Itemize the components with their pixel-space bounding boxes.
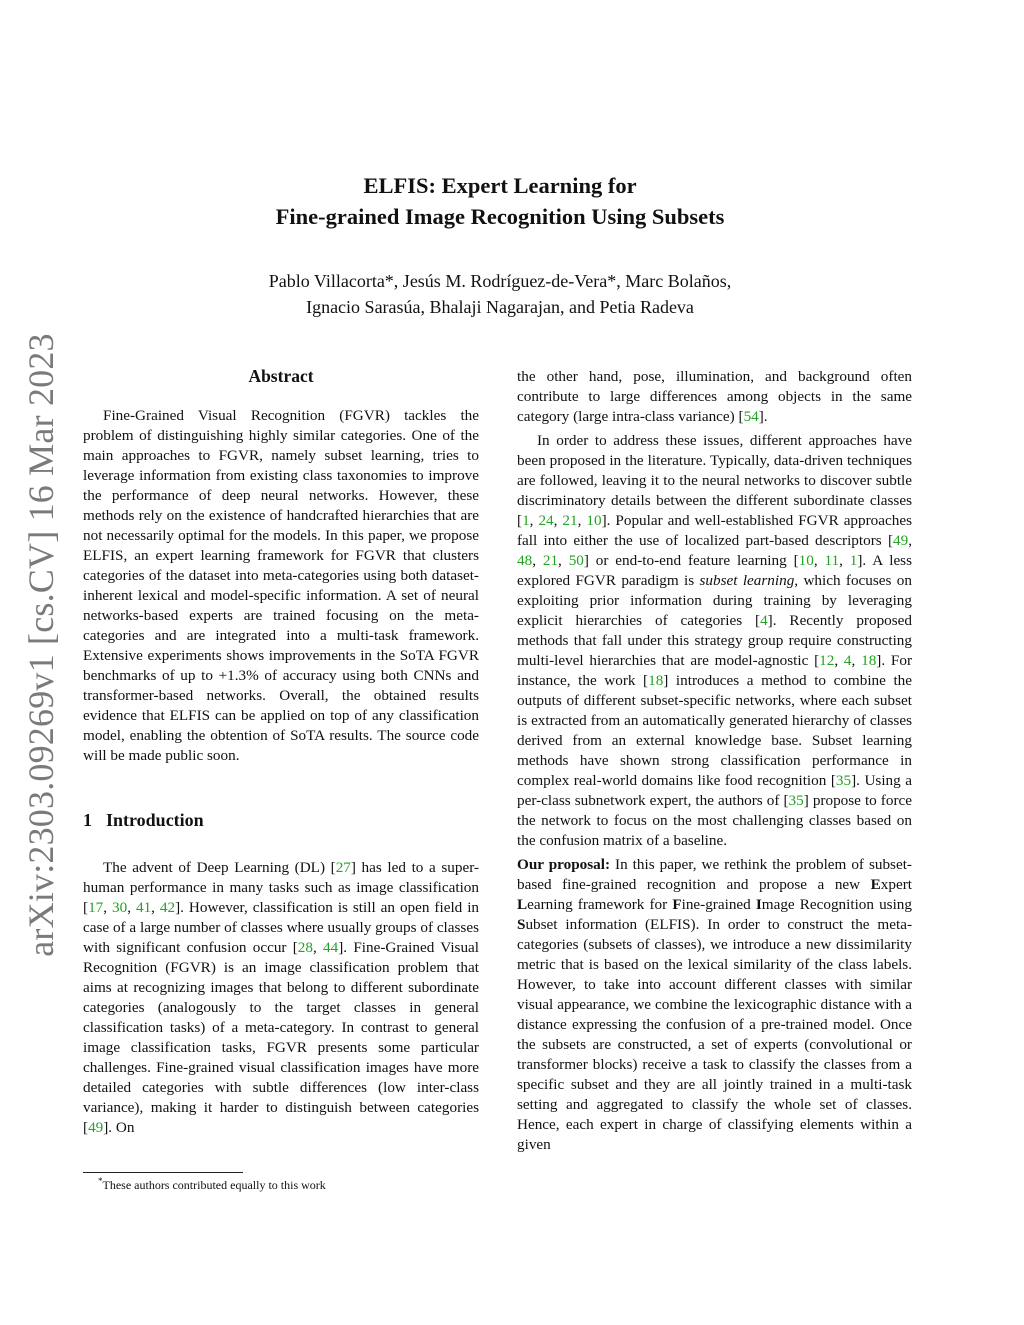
intro-paragraph-2: In order to address these issues, different approaches have been proposed in the literature. Typically, data-driven techniques are followed, leaving it to the neural networks to discover subtle discriminatory details between the different subordinate classes [1, 24, 21, 10]. Popular and well-established FGVR approaches fall into either the use of localized part-based descriptors [49, 48, 21, 50] or end-to-end feature learning [10, 11, 1]. A less explored FGVR paradigm is subset learning, which focuses on exploiting prior information during training by leveraging explicit hierarchies of categories [4]. Recently proposed methods that fall under this strategy group require constructing multi-level hierarchies that are model-agnostic [12, 4, 18]. For instance, the work [18] introduces a method to combine the outputs of different subset-specific networks, where each subset is extracted from an automatically generated hierarchy of classes derived from an external knowledge base. Subset learning methods have shown strong classification performance in complex real-world domains like food recognition [35]. Using a per-class subnetwork expert, the authors of [35] propose to force the network to focus on the most challenging classes based on the confusion matrix of a baseline. — [517, 432, 913, 849]
citation-link[interactable]: 21 — [542, 552, 559, 569]
abstract-text: Fine-Grained Visual Recognition (FGVR) tackles the problem of distinguishing highly similar categories. One of the main approaches to FGVR, namely subset learning, tries to leverage information from existing class taxonomies to improve the performance of deep neural networks. However, these methods rely on the existence of handcrafted hierarchies that are not necessarily optimal for the models. In this paper, we propose ELFIS, an expert learning framework for FGVR that clusters categories of the dataset into meta-categories using both dataset-inherent lexical and model-specific information. A set of neural networks-based experts are trained focusing on the meta-categories and are integrated into a multi-task framework. Extensive experiments shows improvements in the SoTA FGVR benchmarks of up to +1.3% of accuracy using both CNNs and transformer-based networks. Overall, the obtained results evidence that ELFIS can be applied on top of any classification model, enabling the obtention of SoTA results. The source code will be made public soon. — [83, 407, 479, 764]
citation-link[interactable]: 44 — [323, 939, 339, 956]
citation-link[interactable]: 21 — [562, 512, 578, 529]
footnote — [98, 1178, 326, 1193]
citation-link[interactable]: 27 — [335, 859, 351, 876]
section-title: Introduction — [106, 810, 204, 830]
intro-paragraph-1-continued: the other hand, pose, illumination, and background often contribute to large differences among objects in the same category (large intra-class variance) [54]. — [517, 368, 912, 425]
citation-link[interactable]: 4 — [760, 612, 768, 629]
our-proposal-lead: Our proposal: — [517, 856, 611, 873]
citation-link[interactable]: 12 — [819, 652, 835, 669]
citation-link[interactable]: 49 — [893, 532, 909, 549]
citation-link[interactable]: 1 — [849, 552, 858, 569]
citation-link[interactable]: 11 — [824, 552, 840, 569]
footnote-divider — [83, 1172, 243, 1173]
citation-link[interactable]: 48 — [517, 552, 533, 569]
paper-title — [0, 170, 1000, 232]
section-number: 1 — [83, 810, 92, 830]
citation-link[interactable]: 4 — [843, 652, 852, 669]
title-line-1: ELFIS: Expert Learning for — [363, 173, 637, 198]
arxiv-sidebar-stamp — [6, 335, 76, 955]
our-proposal-paragraph: Our proposal: In this paper, we rethink the problem of subset-based fine-grained recognition and propose a new Expert Learning framework for Fine-grained Image Recognition using Subset information (ELFIS). In order to construct the meta-categories (subsets of classes), we introduce a new dissimilarity metric that is based on the lexical similarity of the class labels. However, to take into account different classes with similar visual appearance, we combine the lexicographic distance with a distance expressing the confusion of a pre-trained model. Once the subsets are constructed, a set of experts (convolutional or transformer blocks) receive a task to classify the classes from a specific subset and they are all jointly trained in a multi-task setting and aggregated to classify the whole set of classes. Hence, each expert in charge of classifying elements within a given — [517, 856, 912, 1153]
citation-link[interactable]: 1 — [522, 512, 530, 529]
abstract-heading: Abstract — [248, 366, 314, 386]
citation-link[interactable]: 50 — [568, 552, 584, 569]
citation-link[interactable]: 18 — [861, 652, 877, 669]
citation-link[interactable]: 35 — [835, 772, 852, 789]
citation-link[interactable]: 28 — [297, 939, 313, 956]
citation-link[interactable]: 10 — [586, 512, 602, 529]
citation-link[interactable]: 24 — [538, 512, 554, 529]
footnote-mark: * — [98, 1176, 103, 1186]
left-column — [83, 366, 479, 1138]
right-column — [517, 367, 912, 1155]
footnote-text: These authors contributed equally to this work — [102, 1178, 326, 1192]
citation-link[interactable]: 17 — [88, 899, 104, 916]
citation-link[interactable]: 30 — [112, 899, 128, 916]
emphasis-subset-learning: subset learning — [699, 572, 795, 589]
authors-line-2: Ignacio Sarasúa, Bhalaji Nagarajan, and Petia Radeva — [306, 297, 694, 317]
citation-link[interactable]: 18 — [648, 672, 664, 689]
arxiv-identifier: arXiv:2303.09269v1 [cs.CV] 16 Mar 2023 — [21, 333, 61, 957]
author-list — [0, 268, 1000, 320]
citation-link[interactable]: 41 — [135, 899, 152, 916]
citation-link[interactable]: 35 — [788, 792, 804, 809]
section-heading-introduction — [83, 810, 479, 830]
citation-link[interactable]: 54 — [743, 408, 759, 425]
citation-link[interactable]: 10 — [798, 552, 814, 569]
authors-line-1: Pablo Villacorta*, Jesús M. Rodríguez-de-Vera*, Marc Bolaños, — [268, 271, 732, 291]
intro-paragraph-1: The advent of Deep Learning (DL) [27] has led to a super-human performance in many tasks such as image classification [17, 30, 41, 42]. However, classification is still an open field in case of a large number of classes where usually groups of classes with significant confusion occur [28, 44]. Fine-Grained Visual Recognition (FGVR) is an image classification problem that aims at recognizing images that belong to different subordinate categories (analogously to the target classes in general classification tasks) of a meta-category. In contrast to general image classification tasks, FGVR presents some particular challenges. Fine-grained visual classification images have more detailed categories with subtle differences (low inter-class variance), making it harder to distinguish between categories [49]. On — [83, 859, 480, 1136]
citation-link[interactable]: 49 — [88, 1119, 104, 1136]
title-line-2: Fine-grained Image Recognition Using Subsets — [275, 204, 725, 229]
citation-link[interactable]: 42 — [159, 899, 176, 916]
